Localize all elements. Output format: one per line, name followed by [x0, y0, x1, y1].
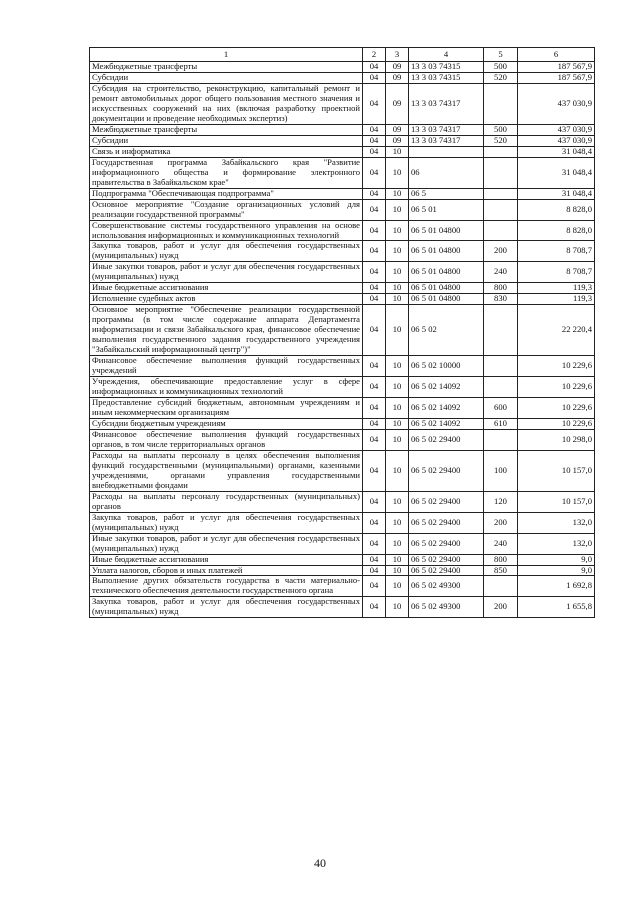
cell-section: 04: [363, 512, 386, 533]
cell-subsection: 10: [386, 241, 409, 262]
table-row: [90, 262, 595, 283]
col-header-subsection: 3: [386, 48, 409, 62]
cell-target-article: 06 5 01 04800: [409, 294, 484, 305]
cell-amount: 8 828,0: [518, 220, 595, 241]
cell-target-article: 06 5 01 04800: [409, 241, 484, 262]
cell-expense-type: 200: [484, 512, 518, 533]
page-number: 40: [314, 856, 326, 870]
table-row: [90, 429, 595, 450]
cell-amount: 187 567,9: [518, 72, 595, 83]
cell-subsection: 10: [386, 398, 409, 419]
cell-name: Межбюджетные трансферты: [90, 62, 363, 73]
cell-section: 04: [363, 398, 386, 419]
cell-section: 04: [363, 124, 386, 135]
cell-name: Исполнение судебных актов: [90, 294, 363, 305]
cell-target-article: 06 5 02 14092: [409, 377, 484, 398]
cell-expense-type: 120: [484, 491, 518, 512]
cell-name: Финансовое обеспечение выполнения функций государственных органов, в том числе территориальных органов: [90, 429, 363, 450]
cell-target-article: 13 3 03 74315: [409, 72, 484, 83]
cell-name: Иные закупки товаров, работ и услуг для обеспечения государственных (муниципальных) нужд: [90, 533, 363, 554]
cell-section: 04: [363, 597, 386, 618]
cell-section: 04: [363, 72, 386, 83]
cell-subsection: 10: [386, 157, 409, 188]
cell-subsection: 10: [386, 429, 409, 450]
cell-subsection: 10: [386, 491, 409, 512]
cell-subsection: 09: [386, 135, 409, 146]
table-row: [90, 576, 595, 597]
cell-expense-type: 520: [484, 72, 518, 83]
budget-table: [89, 47, 595, 618]
cell-section: 04: [363, 220, 386, 241]
table-row: [90, 597, 595, 618]
cell-target-article: 06: [409, 157, 484, 188]
cell-section: 04: [363, 533, 386, 554]
cell-name: Субсидии: [90, 72, 363, 83]
cell-expense-type: [484, 188, 518, 199]
col-header-target-article: 4: [409, 48, 484, 62]
table-row: [90, 294, 595, 305]
cell-subsection: 10: [386, 512, 409, 533]
cell-expense-type: [484, 157, 518, 188]
table-row: [90, 83, 595, 124]
cell-subsection: 10: [386, 305, 409, 356]
table-row: [90, 220, 595, 241]
cell-subsection: 10: [386, 283, 409, 294]
cell-expense-type: 240: [484, 533, 518, 554]
cell-name: Межбюджетные трансферты: [90, 124, 363, 135]
cell-expense-type: 600: [484, 398, 518, 419]
cell-amount: 10 157,0: [518, 450, 595, 491]
table-row: [90, 157, 595, 188]
cell-expense-type: 240: [484, 262, 518, 283]
cell-expense-type: 830: [484, 294, 518, 305]
cell-amount: 8 828,0: [518, 199, 595, 220]
table-row: [90, 512, 595, 533]
cell-subsection: 09: [386, 83, 409, 124]
cell-subsection: 10: [386, 377, 409, 398]
cell-target-article: 13 3 03 74315: [409, 62, 484, 73]
cell-target-article: 13 3 03 74317: [409, 135, 484, 146]
cell-section: 04: [363, 62, 386, 73]
cell-expense-type: [484, 83, 518, 124]
cell-section: 04: [363, 294, 386, 305]
cell-name: Выполнение других обязательств государства в части материально-технического обеспечения деятельности государственного органа: [90, 576, 363, 597]
cell-amount: 1 692,8: [518, 576, 595, 597]
table-row: [90, 283, 595, 294]
table-row: [90, 565, 595, 576]
cell-target-article: 06 5 02 49300: [409, 597, 484, 618]
cell-section: 04: [363, 241, 386, 262]
cell-section: 04: [363, 356, 386, 377]
cell-name: Субсидия на строительство, реконструкцию, капитальный ремонт и ремонт автомобильных дорог общего пользования местного значения и искусственных сооружений на них (включая разработку проектной документации и проведение необходимых экспертиз): [90, 83, 363, 124]
cell-subsection: 10: [386, 294, 409, 305]
cell-name: Финансовое обеспечение выполнения функций государственных учреждений: [90, 356, 363, 377]
cell-target-article: 06 5 02 10000: [409, 356, 484, 377]
cell-expense-type: 100: [484, 450, 518, 491]
cell-section: 04: [363, 491, 386, 512]
cell-amount: 187 567,9: [518, 62, 595, 73]
cell-amount: 8 708,7: [518, 241, 595, 262]
cell-target-article: 06 5 02 29400: [409, 491, 484, 512]
cell-name: Расходы на выплаты персоналу в целях обеспечения выполнения функций государственными (муниципальными) органами, казенными учреждениями, органами управления государственными внебюджетными фондами: [90, 450, 363, 491]
cell-amount: 132,0: [518, 533, 595, 554]
cell-target-article: 06 5 02 29400: [409, 512, 484, 533]
table-row: [90, 72, 595, 83]
table-row: [90, 377, 595, 398]
table-row: [90, 305, 595, 356]
cell-amount: 8 708,7: [518, 262, 595, 283]
cell-expense-type: [484, 356, 518, 377]
cell-name: Подпрограмма "Обеспечивающая подпрограмма": [90, 188, 363, 199]
cell-target-article: 06 5 02 29400: [409, 554, 484, 565]
table-row: [90, 241, 595, 262]
cell-target-article: 06 5 02 14092: [409, 398, 484, 419]
table-row: [90, 62, 595, 73]
cell-name: Учреждения, обеспечивающие предоставление услуг в сфере информационных и коммуникационных технологий: [90, 377, 363, 398]
cell-name: Иные бюджетные ассигнования: [90, 554, 363, 565]
cell-name: Уплата налогов, сборов и иных платежей: [90, 565, 363, 576]
cell-section: 04: [363, 135, 386, 146]
cell-amount: 10 229,6: [518, 356, 595, 377]
table-row: [90, 554, 595, 565]
table-row: [90, 199, 595, 220]
col-header-amount: 6: [518, 48, 595, 62]
cell-name: Совершенствование системы государственного управления на основе использования информационных и коммуникационных технологий: [90, 220, 363, 241]
table-row: [90, 135, 595, 146]
cell-name: Основное мероприятие "Обеспечение реализации государственной программы (в том числе содержание аппарата Департамента информатизации и связи Забайкальского края, финансовое обеспечение выполнения государственного задания государственного учреждения "Забайкальский информационный центр")": [90, 305, 363, 356]
cell-expense-type: 200: [484, 597, 518, 618]
cell-amount: 437 030,9: [518, 83, 595, 124]
cell-amount: 10 229,6: [518, 377, 595, 398]
cell-subsection: 10: [386, 146, 409, 157]
cell-subsection: 10: [386, 554, 409, 565]
cell-amount: 22 220,4: [518, 305, 595, 356]
cell-target-article: 06 5 01: [409, 199, 484, 220]
table-row: [90, 146, 595, 157]
cell-amount: 119,3: [518, 294, 595, 305]
cell-name: Предоставление субсидий бюджетным, автономным учреждениям и иным некоммерческим организациям: [90, 398, 363, 419]
cell-amount: 437 030,9: [518, 124, 595, 135]
cell-subsection: 10: [386, 262, 409, 283]
table-row: [90, 356, 595, 377]
cell-expense-type: [484, 377, 518, 398]
cell-amount: 119,3: [518, 283, 595, 294]
cell-target-article: 06 5 02 29400: [409, 450, 484, 491]
cell-name: Субсидии бюджетным учреждениям: [90, 418, 363, 429]
table-row: [90, 491, 595, 512]
cell-name: Расходы на выплаты персоналу государственных (муниципальных) органов: [90, 491, 363, 512]
cell-name: Основное мероприятие "Создание организационных условий для реализации государственной программы": [90, 199, 363, 220]
cell-section: 04: [363, 188, 386, 199]
cell-subsection: 10: [386, 450, 409, 491]
cell-name: Иные закупки товаров, работ и услуг для обеспечения государственных (муниципальных) нужд: [90, 262, 363, 283]
col-header-expense-type: 5: [484, 48, 518, 62]
table-header: [90, 48, 595, 62]
cell-subsection: 10: [386, 356, 409, 377]
cell-section: 04: [363, 146, 386, 157]
cell-expense-type: 200: [484, 241, 518, 262]
cell-amount: 10 229,6: [518, 418, 595, 429]
table-row: [90, 124, 595, 135]
cell-section: 04: [363, 429, 386, 450]
cell-section: 04: [363, 418, 386, 429]
cell-name: Закупка товаров, работ и услуг для обеспечения государственных (муниципальных) нужд: [90, 597, 363, 618]
cell-expense-type: 800: [484, 554, 518, 565]
cell-amount: 10 229,6: [518, 398, 595, 419]
cell-name: Государственная программа Забайкальского края "Развитие информационного общества и формирование электронного правительства в Забайкальском крае": [90, 157, 363, 188]
cell-target-article: [409, 146, 484, 157]
cell-subsection: 10: [386, 220, 409, 241]
cell-name: Связь и информатика: [90, 146, 363, 157]
cell-target-article: 06 5: [409, 188, 484, 199]
cell-amount: 10 298,0: [518, 429, 595, 450]
cell-expense-type: 850: [484, 565, 518, 576]
col-header-name: 1: [90, 48, 363, 62]
cell-expense-type: [484, 199, 518, 220]
cell-name: Иные бюджетные ассигнования: [90, 283, 363, 294]
cell-subsection: 09: [386, 124, 409, 135]
table-row: [90, 450, 595, 491]
cell-section: 04: [363, 377, 386, 398]
cell-subsection: 10: [386, 576, 409, 597]
cell-expense-type: [484, 429, 518, 450]
cell-subsection: 10: [386, 199, 409, 220]
cell-amount: 1 655,8: [518, 597, 595, 618]
cell-target-article: 06 5 02 14092: [409, 418, 484, 429]
table-row: [90, 533, 595, 554]
cell-section: 04: [363, 305, 386, 356]
cell-subsection: 10: [386, 533, 409, 554]
cell-subsection: 10: [386, 418, 409, 429]
cell-name: Субсидии: [90, 135, 363, 146]
cell-amount: 31 048,4: [518, 146, 595, 157]
cell-expense-type: 500: [484, 62, 518, 73]
cell-subsection: 10: [386, 565, 409, 576]
cell-subsection: 09: [386, 72, 409, 83]
cell-target-article: 13 3 03 74317: [409, 124, 484, 135]
cell-expense-type: 610: [484, 418, 518, 429]
cell-amount: 9,0: [518, 565, 595, 576]
cell-target-article: 13 3 03 74317: [409, 83, 484, 124]
cell-name: Закупка товаров, работ и услуг для обеспечения государственных (муниципальных) нужд: [90, 512, 363, 533]
cell-amount: 9,0: [518, 554, 595, 565]
cell-amount: 31 048,4: [518, 188, 595, 199]
cell-target-article: 06 5 02 29400: [409, 429, 484, 450]
cell-section: 04: [363, 199, 386, 220]
cell-target-article: 06 5 01 04800: [409, 262, 484, 283]
cell-expense-type: [484, 220, 518, 241]
col-header-section: 2: [363, 48, 386, 62]
cell-amount: 10 157,0: [518, 491, 595, 512]
cell-subsection: 10: [386, 597, 409, 618]
table-row: [90, 418, 595, 429]
cell-expense-type: [484, 576, 518, 597]
cell-amount: 132,0: [518, 512, 595, 533]
cell-section: 04: [363, 262, 386, 283]
cell-subsection: 10: [386, 188, 409, 199]
cell-section: 04: [363, 83, 386, 124]
cell-expense-type: [484, 305, 518, 356]
cell-target-article: 06 5 02 29400: [409, 565, 484, 576]
header-row: [90, 48, 595, 62]
cell-expense-type: 520: [484, 135, 518, 146]
cell-section: 04: [363, 283, 386, 294]
cell-target-article: 06 5 01 04800: [409, 220, 484, 241]
cell-expense-type: 800: [484, 283, 518, 294]
cell-subsection: 09: [386, 62, 409, 73]
cell-section: 04: [363, 450, 386, 491]
cell-section: 04: [363, 554, 386, 565]
cell-target-article: 06 5 02: [409, 305, 484, 356]
cell-target-article: 06 5 02 49300: [409, 576, 484, 597]
table-row: [90, 398, 595, 419]
cell-amount: 31 048,4: [518, 157, 595, 188]
table-row: [90, 188, 595, 199]
cell-expense-type: 500: [484, 124, 518, 135]
cell-amount: 437 030,9: [518, 135, 595, 146]
cell-section: 04: [363, 157, 386, 188]
cell-section: 04: [363, 576, 386, 597]
cell-section: 04: [363, 565, 386, 576]
cell-target-article: 06 5 02 29400: [409, 533, 484, 554]
cell-expense-type: [484, 146, 518, 157]
cell-target-article: 06 5 01 04800: [409, 283, 484, 294]
table-body: [90, 62, 595, 618]
cell-name: Закупка товаров, работ и услуг для обеспечения государственных (муниципальных) нужд: [90, 241, 363, 262]
